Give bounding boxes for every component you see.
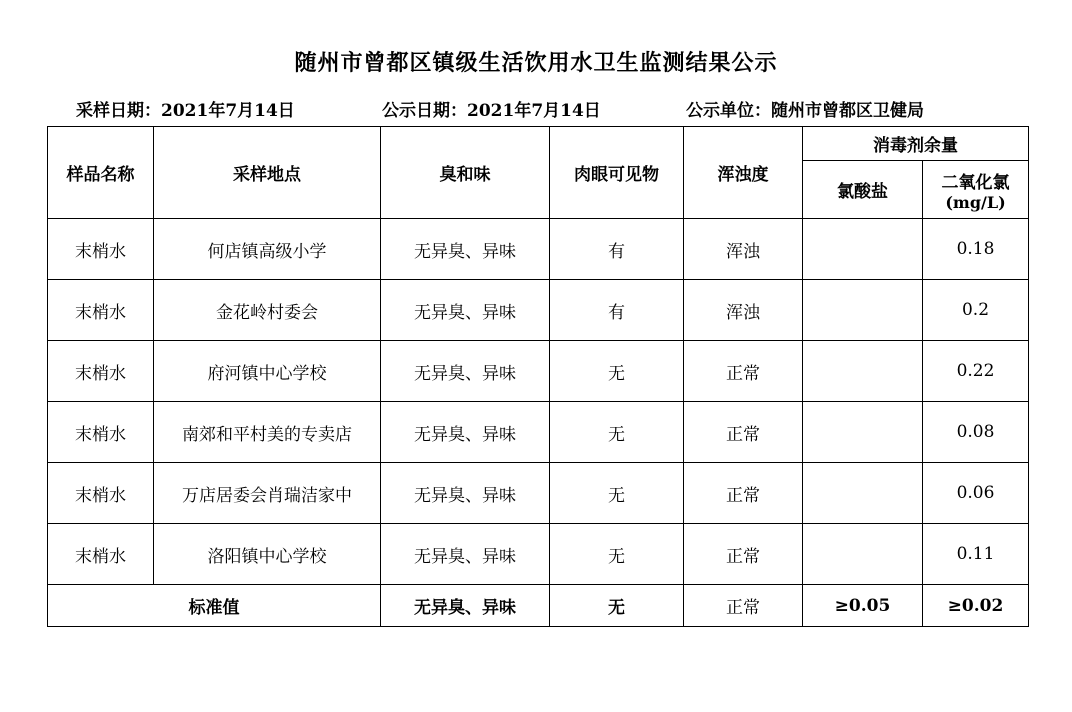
cell-chlorate xyxy=(803,280,923,341)
cell-turbidity: 正常 xyxy=(684,463,803,524)
cell-visible: 无 xyxy=(550,341,684,402)
standard-visible: 无 xyxy=(550,585,684,627)
cell-visible: 无 xyxy=(550,402,684,463)
cell-turbidity: 浑浊 xyxy=(684,280,803,341)
table-row xyxy=(48,341,1029,402)
cell-odor: 无异臭、异味 xyxy=(381,524,550,585)
table-row xyxy=(48,524,1029,585)
publish-date: 公示日期：2021年7月14日 xyxy=(382,101,601,121)
header-chlorate: 氯酸盐 xyxy=(803,161,923,219)
cell-odor: 无异臭、异味 xyxy=(381,280,550,341)
cell-chlorate xyxy=(803,524,923,585)
cell-chlorine-dioxide: 0.06 xyxy=(923,463,1029,524)
cell-visible: 无 xyxy=(550,524,684,585)
cell-name: 末梢水 xyxy=(48,341,154,402)
table-row xyxy=(48,463,1029,524)
header-disinfectant: 消毒剂余量 xyxy=(803,127,1029,161)
header-cd-label: 二氧化氯 xyxy=(941,172,1010,193)
table-row xyxy=(48,219,1029,280)
cell-visible: 有 xyxy=(550,280,684,341)
cell-location: 南郊和平村美的专卖店 xyxy=(154,402,381,463)
header-cd-unit: (mg/L) xyxy=(945,192,1006,212)
cell-chlorine-dioxide: 0.18 xyxy=(923,219,1029,280)
standard-turbidity: 正常 xyxy=(684,585,803,627)
cell-turbidity: 浑浊 xyxy=(684,219,803,280)
cell-odor: 无异臭、异味 xyxy=(381,341,550,402)
cell-chlorate xyxy=(803,341,923,402)
standard-row xyxy=(48,585,1029,627)
header-location: 采样地点 xyxy=(154,127,381,219)
cell-name: 末梢水 xyxy=(48,280,154,341)
cell-name: 末梢水 xyxy=(48,219,154,280)
header-visible: 肉眼可见物 xyxy=(550,127,684,219)
table-row xyxy=(48,280,1029,341)
cell-chlorate xyxy=(803,463,923,524)
results-table xyxy=(47,126,1029,627)
cell-chlorine-dioxide: 0.08 xyxy=(923,402,1029,463)
standard-chlorine-dioxide: ≥0.02 xyxy=(923,585,1029,627)
header-odor: 臭和味 xyxy=(381,127,550,219)
page-title: 随州市曾都区镇级生活饮用水卫生监测结果公示 xyxy=(294,50,778,76)
standard-odor: 无异臭、异味 xyxy=(381,585,550,627)
cell-turbidity: 正常 xyxy=(684,402,803,463)
header-sample-name: 样品名称 xyxy=(48,127,154,219)
cell-odor: 无异臭、异味 xyxy=(381,463,550,524)
header-chlorine-dioxide xyxy=(923,161,1029,219)
cell-name: 末梢水 xyxy=(48,524,154,585)
cell-chlorine-dioxide: 0.2 xyxy=(923,280,1029,341)
cell-chlorine-dioxide: 0.22 xyxy=(923,341,1029,402)
publisher: 公示单位：随州市曾都区卫健局 xyxy=(686,101,924,121)
cell-name: 末梢水 xyxy=(48,402,154,463)
standard-chlorate: ≥0.05 xyxy=(803,585,923,627)
cell-visible: 无 xyxy=(550,463,684,524)
cell-name: 末梢水 xyxy=(48,463,154,524)
cell-chlorate xyxy=(803,402,923,463)
cell-location: 何店镇高级小学 xyxy=(154,219,381,280)
sampling-date: 采样日期：2021年7月14日 xyxy=(76,101,295,121)
cell-location: 万店居委会肖瑞洁家中 xyxy=(154,463,381,524)
cell-chlorine-dioxide: 0.11 xyxy=(923,524,1029,585)
cell-odor: 无异臭、异味 xyxy=(381,219,550,280)
cell-turbidity: 正常 xyxy=(684,524,803,585)
header-turbidity: 浑浊度 xyxy=(684,127,803,219)
cell-chlorate xyxy=(803,219,923,280)
table-row xyxy=(48,402,1029,463)
cell-visible: 有 xyxy=(550,219,684,280)
cell-location: 金花岭村委会 xyxy=(154,280,381,341)
cell-location: 府河镇中心学校 xyxy=(154,341,381,402)
cell-turbidity: 正常 xyxy=(684,341,803,402)
cell-location: 洛阳镇中心学校 xyxy=(154,524,381,585)
cell-odor: 无异臭、异味 xyxy=(381,402,550,463)
standard-label: 标准值 xyxy=(48,585,381,627)
